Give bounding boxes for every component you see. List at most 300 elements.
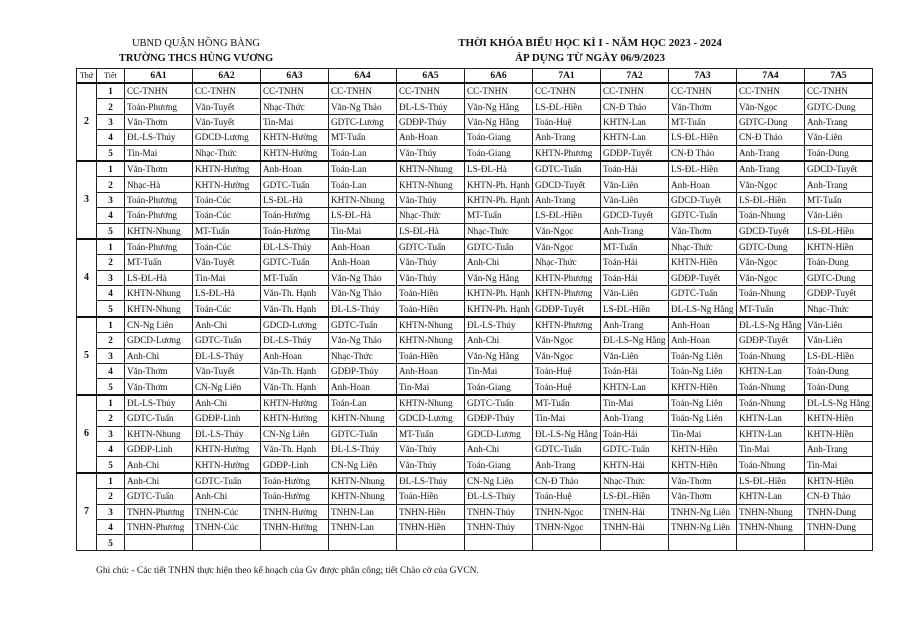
- lesson-cell: Toán-Cúc: [193, 208, 261, 223]
- lesson-cell: Anh-Trang: [601, 411, 669, 426]
- lesson-cell: TNHN-Ng Liên: [669, 504, 737, 519]
- lesson-cell: GDTC-Dung: [805, 99, 873, 114]
- lesson-cell: KHTN-Lan: [601, 114, 669, 129]
- lesson-cell: KHTN-Nhung: [329, 489, 397, 504]
- lesson-cell: CN-Đ Thảo: [601, 99, 669, 114]
- lesson-cell: GDTC-Dung: [737, 239, 805, 255]
- table-row: [77, 99, 873, 114]
- lesson-cell: [601, 535, 669, 550]
- period-cell: 4: [97, 519, 125, 534]
- lesson-cell: Văn-Thơm: [125, 161, 193, 177]
- lesson-cell: KHTN-Ph. Hạnh: [465, 301, 533, 317]
- lesson-cell: Văn-Ngọc: [533, 333, 601, 348]
- lesson-cell: MT-Tuấn: [737, 301, 805, 317]
- lesson-cell: Anh-Trang: [805, 177, 873, 192]
- lesson-cell: Anh-Trang: [533, 457, 601, 473]
- lesson-cell: Toán-Nhung: [737, 348, 805, 363]
- table-row: [77, 270, 873, 285]
- lesson-cell: GDTC-Tuấn: [125, 489, 193, 504]
- lesson-cell: GDTC-Tuấn: [465, 239, 533, 255]
- lesson-cell: Văn-Ng Hằng: [465, 348, 533, 363]
- lesson-cell: GDĐP-Tuyết: [805, 286, 873, 301]
- period-cell: 5: [97, 379, 125, 395]
- lesson-cell: ĐL-LS-Thúy: [125, 395, 193, 411]
- lesson-cell: TNHN-Thúy: [465, 504, 533, 519]
- lesson-cell: LS-ĐL-Hà: [397, 223, 465, 239]
- class-header-6a2: 6A2: [193, 69, 261, 84]
- lesson-cell: Toán-Huệ: [533, 379, 601, 395]
- lesson-cell: Anh-Trang: [533, 130, 601, 145]
- lesson-cell: Văn-Ng Hằng: [465, 270, 533, 285]
- table-row: [77, 317, 873, 333]
- lesson-cell: Văn-Ngọc: [737, 270, 805, 285]
- lesson-cell: KHTN-Hiền: [669, 457, 737, 473]
- lesson-cell: KHTN-Hường: [261, 130, 329, 145]
- class-header-6a5: 6A5: [397, 69, 465, 84]
- lesson-cell: LS-ĐL-Hà: [125, 270, 193, 285]
- lesson-cell: Toán-Cúc: [193, 239, 261, 255]
- lesson-cell: TNHN-Nhung: [737, 519, 805, 534]
- lesson-cell: GDĐP-Tuyết: [669, 270, 737, 285]
- lesson-cell: Anh-Hoan: [329, 379, 397, 395]
- lesson-cell: Văn-Ngọc: [737, 99, 805, 114]
- class-header-6a3: 6A3: [261, 69, 329, 84]
- lesson-cell: GDTC-Tuấn: [533, 441, 601, 456]
- lesson-cell: TNHN-Hiền: [397, 504, 465, 519]
- lesson-cell: GDĐP-Tuyết: [601, 145, 669, 161]
- lesson-cell: Nhạc-Thức: [465, 223, 533, 239]
- lesson-cell: KHTN-Phương: [533, 317, 601, 333]
- footnote: Ghi chú: - Các tiết TNHN thực hiện theo kế hoạch của Gv được phân công; tiết Chào cờ của GVCN.: [96, 566, 479, 576]
- lesson-cell: GDCD-Lương: [397, 411, 465, 426]
- lesson-cell: Anh-Chi: [465, 441, 533, 456]
- lesson-cell: GDĐP-Tuyết: [533, 301, 601, 317]
- lesson-cell: ĐL-LS-Ng Hằng: [533, 426, 601, 441]
- lesson-cell: Văn-Thơm: [669, 223, 737, 239]
- lesson-cell: Tin-Mai: [601, 395, 669, 411]
- lesson-cell: KHTN-Hường: [193, 441, 261, 456]
- lesson-cell: GDĐP-Tuyết: [737, 333, 805, 348]
- lesson-cell: KHTN-Nhung: [397, 333, 465, 348]
- table-row: [77, 364, 873, 379]
- lesson-cell: Anh-Trang: [805, 114, 873, 129]
- lesson-cell: Toán-Ng Liên: [669, 395, 737, 411]
- lesson-cell: Toán-Huệ: [533, 114, 601, 129]
- lesson-cell: Toán-Nhung: [737, 208, 805, 223]
- lesson-cell: GDCD-Lương: [193, 130, 261, 145]
- lesson-cell: Anh-Trang: [737, 161, 805, 177]
- lesson-cell: Toán-Dung: [805, 255, 873, 270]
- lesson-cell: [805, 535, 873, 550]
- period-cell: 2: [97, 255, 125, 270]
- lesson-cell: KHTN-Phương: [533, 270, 601, 285]
- lesson-cell: TNHN-Phương: [125, 504, 193, 519]
- lesson-cell: ĐL-LS-Ng Hằng: [737, 317, 805, 333]
- lesson-cell: KHTN-Ph. Hạnh: [465, 177, 533, 192]
- lesson-cell: LS-ĐL-Hiền: [669, 161, 737, 177]
- lesson-cell: Văn-Ng Thảo: [329, 333, 397, 348]
- lesson-cell: Toán-Dung: [805, 379, 873, 395]
- lesson-cell: KHTN-Hường: [261, 145, 329, 161]
- lesson-cell: Toán-Giang: [465, 145, 533, 161]
- lesson-cell: GDCD-Tuyết: [601, 208, 669, 223]
- lesson-cell: TNHN-Hải: [601, 504, 669, 519]
- lesson-cell: GDĐP-Linh: [193, 411, 261, 426]
- lesson-cell: GDĐP-Thúy: [397, 114, 465, 129]
- lesson-cell: Nhạc-Thức: [601, 473, 669, 489]
- lesson-cell: Toán-Hải: [601, 426, 669, 441]
- lesson-cell: CC-TNHN: [601, 83, 669, 99]
- table-row: [77, 161, 873, 177]
- lesson-cell: CN-Ng Liên: [329, 457, 397, 473]
- lesson-cell: KHTN-Ph. Hạnh: [465, 286, 533, 301]
- lesson-cell: Văn-Thúy: [397, 441, 465, 456]
- lesson-cell: TNHN-Dung: [805, 504, 873, 519]
- period-cell: 5: [97, 145, 125, 161]
- lesson-cell: Văn-Liên: [805, 333, 873, 348]
- lesson-cell: ĐL-LS-Thúy: [397, 99, 465, 114]
- lesson-cell: Anh-Chi: [193, 489, 261, 504]
- lesson-cell: CN-Ng Liên: [193, 379, 261, 395]
- lesson-cell: ĐL-LS-Thúy: [397, 473, 465, 489]
- lesson-cell: Văn-Ng Thảo: [329, 286, 397, 301]
- lesson-cell: Toán-Cúc: [193, 192, 261, 207]
- table-row: [77, 130, 873, 145]
- lesson-cell: Toán-Huệ: [533, 364, 601, 379]
- lesson-cell: CN-Đ Thảo: [669, 145, 737, 161]
- lesson-cell: Văn-Th. Hạnh: [261, 379, 329, 395]
- lesson-cell: KHTN-Hiền: [669, 379, 737, 395]
- lesson-cell: Toán-Hường: [261, 473, 329, 489]
- table-row: [77, 535, 873, 550]
- lesson-cell: Văn-Th. Hạnh: [261, 286, 329, 301]
- lesson-cell: Văn-Thúy: [397, 457, 465, 473]
- lesson-cell: Văn-Liên: [805, 317, 873, 333]
- lesson-cell: MT-Tuấn: [533, 395, 601, 411]
- lesson-cell: Tin-Mai: [533, 411, 601, 426]
- lesson-cell: Văn-Ngọc: [737, 255, 805, 270]
- lesson-cell: KHTN-Hiền: [669, 255, 737, 270]
- lesson-cell: KHTN-Nhung: [329, 411, 397, 426]
- lesson-cell: Toán-Lan: [329, 161, 397, 177]
- lesson-cell: ĐL-LS-Thúy: [125, 130, 193, 145]
- lesson-cell: Anh-Trang: [737, 145, 805, 161]
- lesson-cell: GDCD-Tuyết: [737, 223, 805, 239]
- table-row: [77, 83, 873, 99]
- period-cell: 3: [97, 348, 125, 363]
- lesson-cell: KHTN-Nhung: [397, 177, 465, 192]
- lesson-cell: Toán-Hường: [261, 489, 329, 504]
- lesson-cell: KHTN-Hường: [261, 411, 329, 426]
- table-row: [77, 348, 873, 363]
- lesson-cell: [533, 535, 601, 550]
- lesson-cell: ĐL-LS-Thúy: [261, 239, 329, 255]
- lesson-cell: Anh-Trang: [601, 317, 669, 333]
- day-cell: 7: [77, 473, 97, 550]
- lesson-cell: Anh-Chi: [465, 255, 533, 270]
- lesson-cell: GDĐP-Linh: [261, 457, 329, 473]
- lesson-cell: Toán-Phương: [125, 239, 193, 255]
- lesson-cell: Toán-Phương: [125, 192, 193, 207]
- lesson-cell: ĐL-LS-Thúy: [261, 333, 329, 348]
- day-cell: 5: [77, 317, 97, 395]
- period-cell: 2: [97, 99, 125, 114]
- lesson-cell: ĐL-LS-Thúy: [329, 441, 397, 456]
- lesson-cell: TNHN-Lan: [329, 519, 397, 534]
- lesson-cell: KHTN-Nhung: [329, 473, 397, 489]
- period-cell: 2: [97, 411, 125, 426]
- lesson-cell: [329, 535, 397, 550]
- period-cell: 2: [97, 177, 125, 192]
- school-name: TRƯỜNG THCS HÙNG VƯƠNG: [118, 53, 274, 64]
- day-cell: 6: [77, 395, 97, 473]
- period-cell: 4: [97, 441, 125, 456]
- lesson-cell: GDTC-Tuấn: [465, 395, 533, 411]
- lesson-cell: Anh-Hoan: [397, 130, 465, 145]
- period-cell: 4: [97, 130, 125, 145]
- lesson-cell: Nhạc-Thức: [329, 348, 397, 363]
- lesson-cell: LS-ĐL-Hiền: [805, 348, 873, 363]
- class-header-6a6: 6A6: [465, 69, 533, 84]
- lesson-cell: CC-TNHN: [805, 83, 873, 99]
- lesson-cell: Văn-Ngọc: [533, 239, 601, 255]
- lesson-cell: KHTN-Hường: [193, 161, 261, 177]
- lesson-cell: Văn-Ngọc: [737, 177, 805, 192]
- day-column-header: Thứ: [77, 69, 97, 84]
- lesson-cell: Anh-Hoan: [669, 317, 737, 333]
- period-cell: 5: [97, 535, 125, 550]
- lesson-cell: Tin-Mai: [669, 426, 737, 441]
- lesson-cell: LS-ĐL-Hiền: [601, 301, 669, 317]
- lesson-cell: Toán-Giang: [465, 457, 533, 473]
- lesson-cell: Toán-Ng Liên: [669, 348, 737, 363]
- lesson-cell: ĐL-LS-Thúy: [329, 301, 397, 317]
- lesson-cell: Tin-Mai: [397, 379, 465, 395]
- lesson-cell: TNHN-Ngọc: [533, 519, 601, 534]
- table-row: [77, 208, 873, 223]
- lesson-cell: CC-TNHN: [329, 83, 397, 99]
- lesson-cell: ĐL-LS-Thúy: [465, 489, 533, 504]
- lesson-cell: MT-Tuấn: [261, 270, 329, 285]
- lesson-cell: Văn-Tuyết: [193, 364, 261, 379]
- lesson-cell: MT-Tuấn: [397, 426, 465, 441]
- lesson-cell: CC-TNHN: [397, 83, 465, 99]
- table-row: [77, 441, 873, 456]
- lesson-cell: GDCD-Tuyết: [533, 177, 601, 192]
- lesson-cell: GDCD-Lương: [465, 426, 533, 441]
- lesson-cell: GDCD-Lương: [125, 333, 193, 348]
- lesson-cell: ĐL-LS-Ng Hằng: [805, 395, 873, 411]
- lesson-cell: Văn-Liên: [601, 192, 669, 207]
- lesson-cell: [193, 535, 261, 550]
- lesson-cell: GDTC-Tuấn: [601, 441, 669, 456]
- period-cell: 1: [97, 83, 125, 99]
- lesson-cell: Anh-Hoan: [261, 348, 329, 363]
- lesson-cell: KHTN-Hường: [193, 177, 261, 192]
- lesson-cell: Anh-Chi: [465, 333, 533, 348]
- class-header-7a4: 7A4: [737, 69, 805, 84]
- lesson-cell: Văn-Tuyết: [193, 114, 261, 129]
- lesson-cell: Văn-Liên: [805, 208, 873, 223]
- lesson-cell: Toán-Hiền: [397, 348, 465, 363]
- lesson-cell: Nhạc-Thức: [261, 99, 329, 114]
- lesson-cell: Anh-Chi: [125, 457, 193, 473]
- lesson-cell: Nhạc-Thức: [533, 255, 601, 270]
- period-cell: 2: [97, 489, 125, 504]
- day-cell: 4: [77, 239, 97, 317]
- lesson-cell: TNHN-Hải: [601, 519, 669, 534]
- lesson-cell: TNHN-Hiền: [397, 519, 465, 534]
- lesson-cell: LS-ĐL-Hiền: [737, 473, 805, 489]
- lesson-cell: ĐL-LS-Thúy: [193, 426, 261, 441]
- district-name: UBND QUẬN HỒNG BÀNG: [131, 38, 261, 49]
- period-cell: 3: [97, 426, 125, 441]
- period-column-header: Tiết: [97, 69, 125, 84]
- lesson-cell: ĐL-LS-Thúy: [465, 317, 533, 333]
- lesson-cell: Toán-Nhung: [737, 379, 805, 395]
- lesson-cell: LS-ĐL-Hiền: [601, 489, 669, 504]
- lesson-cell: Nhạc-Hà: [125, 177, 193, 192]
- period-cell: 5: [97, 223, 125, 239]
- lesson-cell: Văn-Ng Hằng: [465, 99, 533, 114]
- lesson-cell: Toán-Ng Liên: [669, 364, 737, 379]
- lesson-cell: Văn-Thúy: [397, 270, 465, 285]
- lesson-cell: KHTN-Hiền: [805, 411, 873, 426]
- lesson-cell: Toán-Phương: [125, 208, 193, 223]
- lesson-cell: [261, 535, 329, 550]
- lesson-cell: Tin-Mai: [465, 364, 533, 379]
- lesson-cell: LS-ĐL-Hiền: [533, 208, 601, 223]
- lesson-cell: Toán-Giang: [465, 379, 533, 395]
- table-row: [77, 473, 873, 489]
- table-row: [77, 519, 873, 534]
- lesson-cell: Văn-Thơm: [669, 489, 737, 504]
- period-cell: 1: [97, 161, 125, 177]
- lesson-cell: LS-ĐL-Hà: [329, 208, 397, 223]
- lesson-cell: Văn-Liên: [601, 286, 669, 301]
- lesson-cell: GDTC-Tuấn: [397, 239, 465, 255]
- lesson-cell: Toán-Hải: [601, 364, 669, 379]
- lesson-cell: KHTN-Nhung: [397, 161, 465, 177]
- lesson-cell: [669, 535, 737, 550]
- lesson-cell: CC-TNHN: [669, 83, 737, 99]
- lesson-cell: Anh-Chi: [125, 348, 193, 363]
- lesson-cell: [397, 535, 465, 550]
- lesson-cell: GDTC-Tuấn: [533, 161, 601, 177]
- lesson-cell: Văn-Thơm: [125, 364, 193, 379]
- lesson-cell: TNHN-Thúy: [465, 519, 533, 534]
- table-row: [77, 239, 873, 255]
- table-row: [77, 114, 873, 129]
- lesson-cell: Nhạc-Thức: [193, 145, 261, 161]
- period-cell: 5: [97, 301, 125, 317]
- lesson-cell: Văn-Thúy: [397, 255, 465, 270]
- lesson-cell: ĐL-LS-Ng Hằng: [601, 333, 669, 348]
- lesson-cell: LS-ĐL-Hiền: [737, 192, 805, 207]
- lesson-cell: KHTN-Lan: [737, 426, 805, 441]
- lesson-cell: CN-Ng Liên: [261, 426, 329, 441]
- lesson-cell: Toán-Huệ: [533, 489, 601, 504]
- lesson-cell: Văn-Thơm: [125, 114, 193, 129]
- lesson-cell: Anh-Hoan: [329, 255, 397, 270]
- lesson-cell: Anh-Chi: [193, 395, 261, 411]
- lesson-cell: Văn-Thúy: [397, 192, 465, 207]
- lesson-cell: Văn-Liên: [805, 130, 873, 145]
- lesson-cell: Văn-Liên: [601, 177, 669, 192]
- period-cell: 5: [97, 457, 125, 473]
- lesson-cell: Toán-Hiền: [397, 489, 465, 504]
- lesson-cell: MT-Tuấn: [193, 223, 261, 239]
- lesson-cell: [737, 535, 805, 550]
- lesson-cell: Văn-Thơm: [669, 99, 737, 114]
- lesson-cell: GDTC-Tuấn: [125, 411, 193, 426]
- period-cell: 1: [97, 395, 125, 411]
- period-cell: 4: [97, 208, 125, 223]
- timetable-header-row: [77, 69, 873, 84]
- lesson-cell: KHTN-Nhung: [125, 286, 193, 301]
- lesson-cell: GDTC-Tuấn: [329, 426, 397, 441]
- lesson-cell: Văn-Th. Hạnh: [261, 364, 329, 379]
- lesson-cell: Nhạc-Thức: [397, 208, 465, 223]
- lesson-cell: TNHN-Dung: [805, 519, 873, 534]
- class-header-7a2: 7A2: [601, 69, 669, 84]
- lesson-cell: KHTN-Lan: [737, 489, 805, 504]
- lesson-cell: KHTN-Lan: [601, 130, 669, 145]
- lesson-cell: TNHN-Lan: [329, 504, 397, 519]
- lesson-cell: CN-Ng Liên: [465, 473, 533, 489]
- lesson-cell: Anh-Hoan: [261, 161, 329, 177]
- lesson-cell: Anh-Hoan: [669, 333, 737, 348]
- table-row: [77, 192, 873, 207]
- lesson-cell: Toán-Dung: [805, 364, 873, 379]
- table-row: [77, 426, 873, 441]
- lesson-cell: Nhạc-Thức: [805, 301, 873, 317]
- class-header-7a3: 7A3: [669, 69, 737, 84]
- lesson-cell: MT-Tuấn: [601, 239, 669, 255]
- lesson-cell: KHTN-Nhung: [125, 223, 193, 239]
- lesson-cell: Toán-Hường: [261, 223, 329, 239]
- lesson-cell: GDCD-Lương: [261, 317, 329, 333]
- lesson-cell: Toán-Hải: [601, 161, 669, 177]
- lesson-cell: Văn-Th. Hạnh: [261, 301, 329, 317]
- lesson-cell: MT-Tuấn: [465, 208, 533, 223]
- lesson-cell: Văn-Thơm: [125, 379, 193, 395]
- table-row: [77, 223, 873, 239]
- lesson-cell: TNHN-Ngọc: [533, 504, 601, 519]
- lesson-cell: GDTC-Tuấn: [669, 286, 737, 301]
- lesson-cell: GDTC-Dung: [737, 114, 805, 129]
- lesson-cell: LS-ĐL-Hiền: [805, 223, 873, 239]
- lesson-cell: Toán-Nhung: [737, 457, 805, 473]
- period-cell: 4: [97, 364, 125, 379]
- lesson-cell: Tin-Mai: [193, 270, 261, 285]
- school-header: [96, 36, 296, 66]
- lesson-cell: KHTN-Lan: [601, 379, 669, 395]
- lesson-cell: GDTC-Tuấn: [261, 177, 329, 192]
- lesson-cell: MT-Tuấn: [805, 192, 873, 207]
- lesson-cell: KHTN-Nhung: [125, 426, 193, 441]
- lesson-cell: ĐL-LS-Ng Hằng: [669, 301, 737, 317]
- table-row: [77, 255, 873, 270]
- lesson-cell: TNHN-Cúc: [193, 504, 261, 519]
- period-cell: 4: [97, 286, 125, 301]
- lesson-cell: KHTN-Lan: [737, 411, 805, 426]
- lesson-cell: CC-TNHN: [261, 83, 329, 99]
- lesson-cell: Văn-Tuyết: [193, 255, 261, 270]
- lesson-cell: Anh-Hoan: [397, 364, 465, 379]
- lesson-cell: Toán-Phương: [125, 99, 193, 114]
- document-title: THỜI KHÓA BIỂU HỌC KÌ I - NĂM HỌC 2023 - 2024: [458, 37, 722, 49]
